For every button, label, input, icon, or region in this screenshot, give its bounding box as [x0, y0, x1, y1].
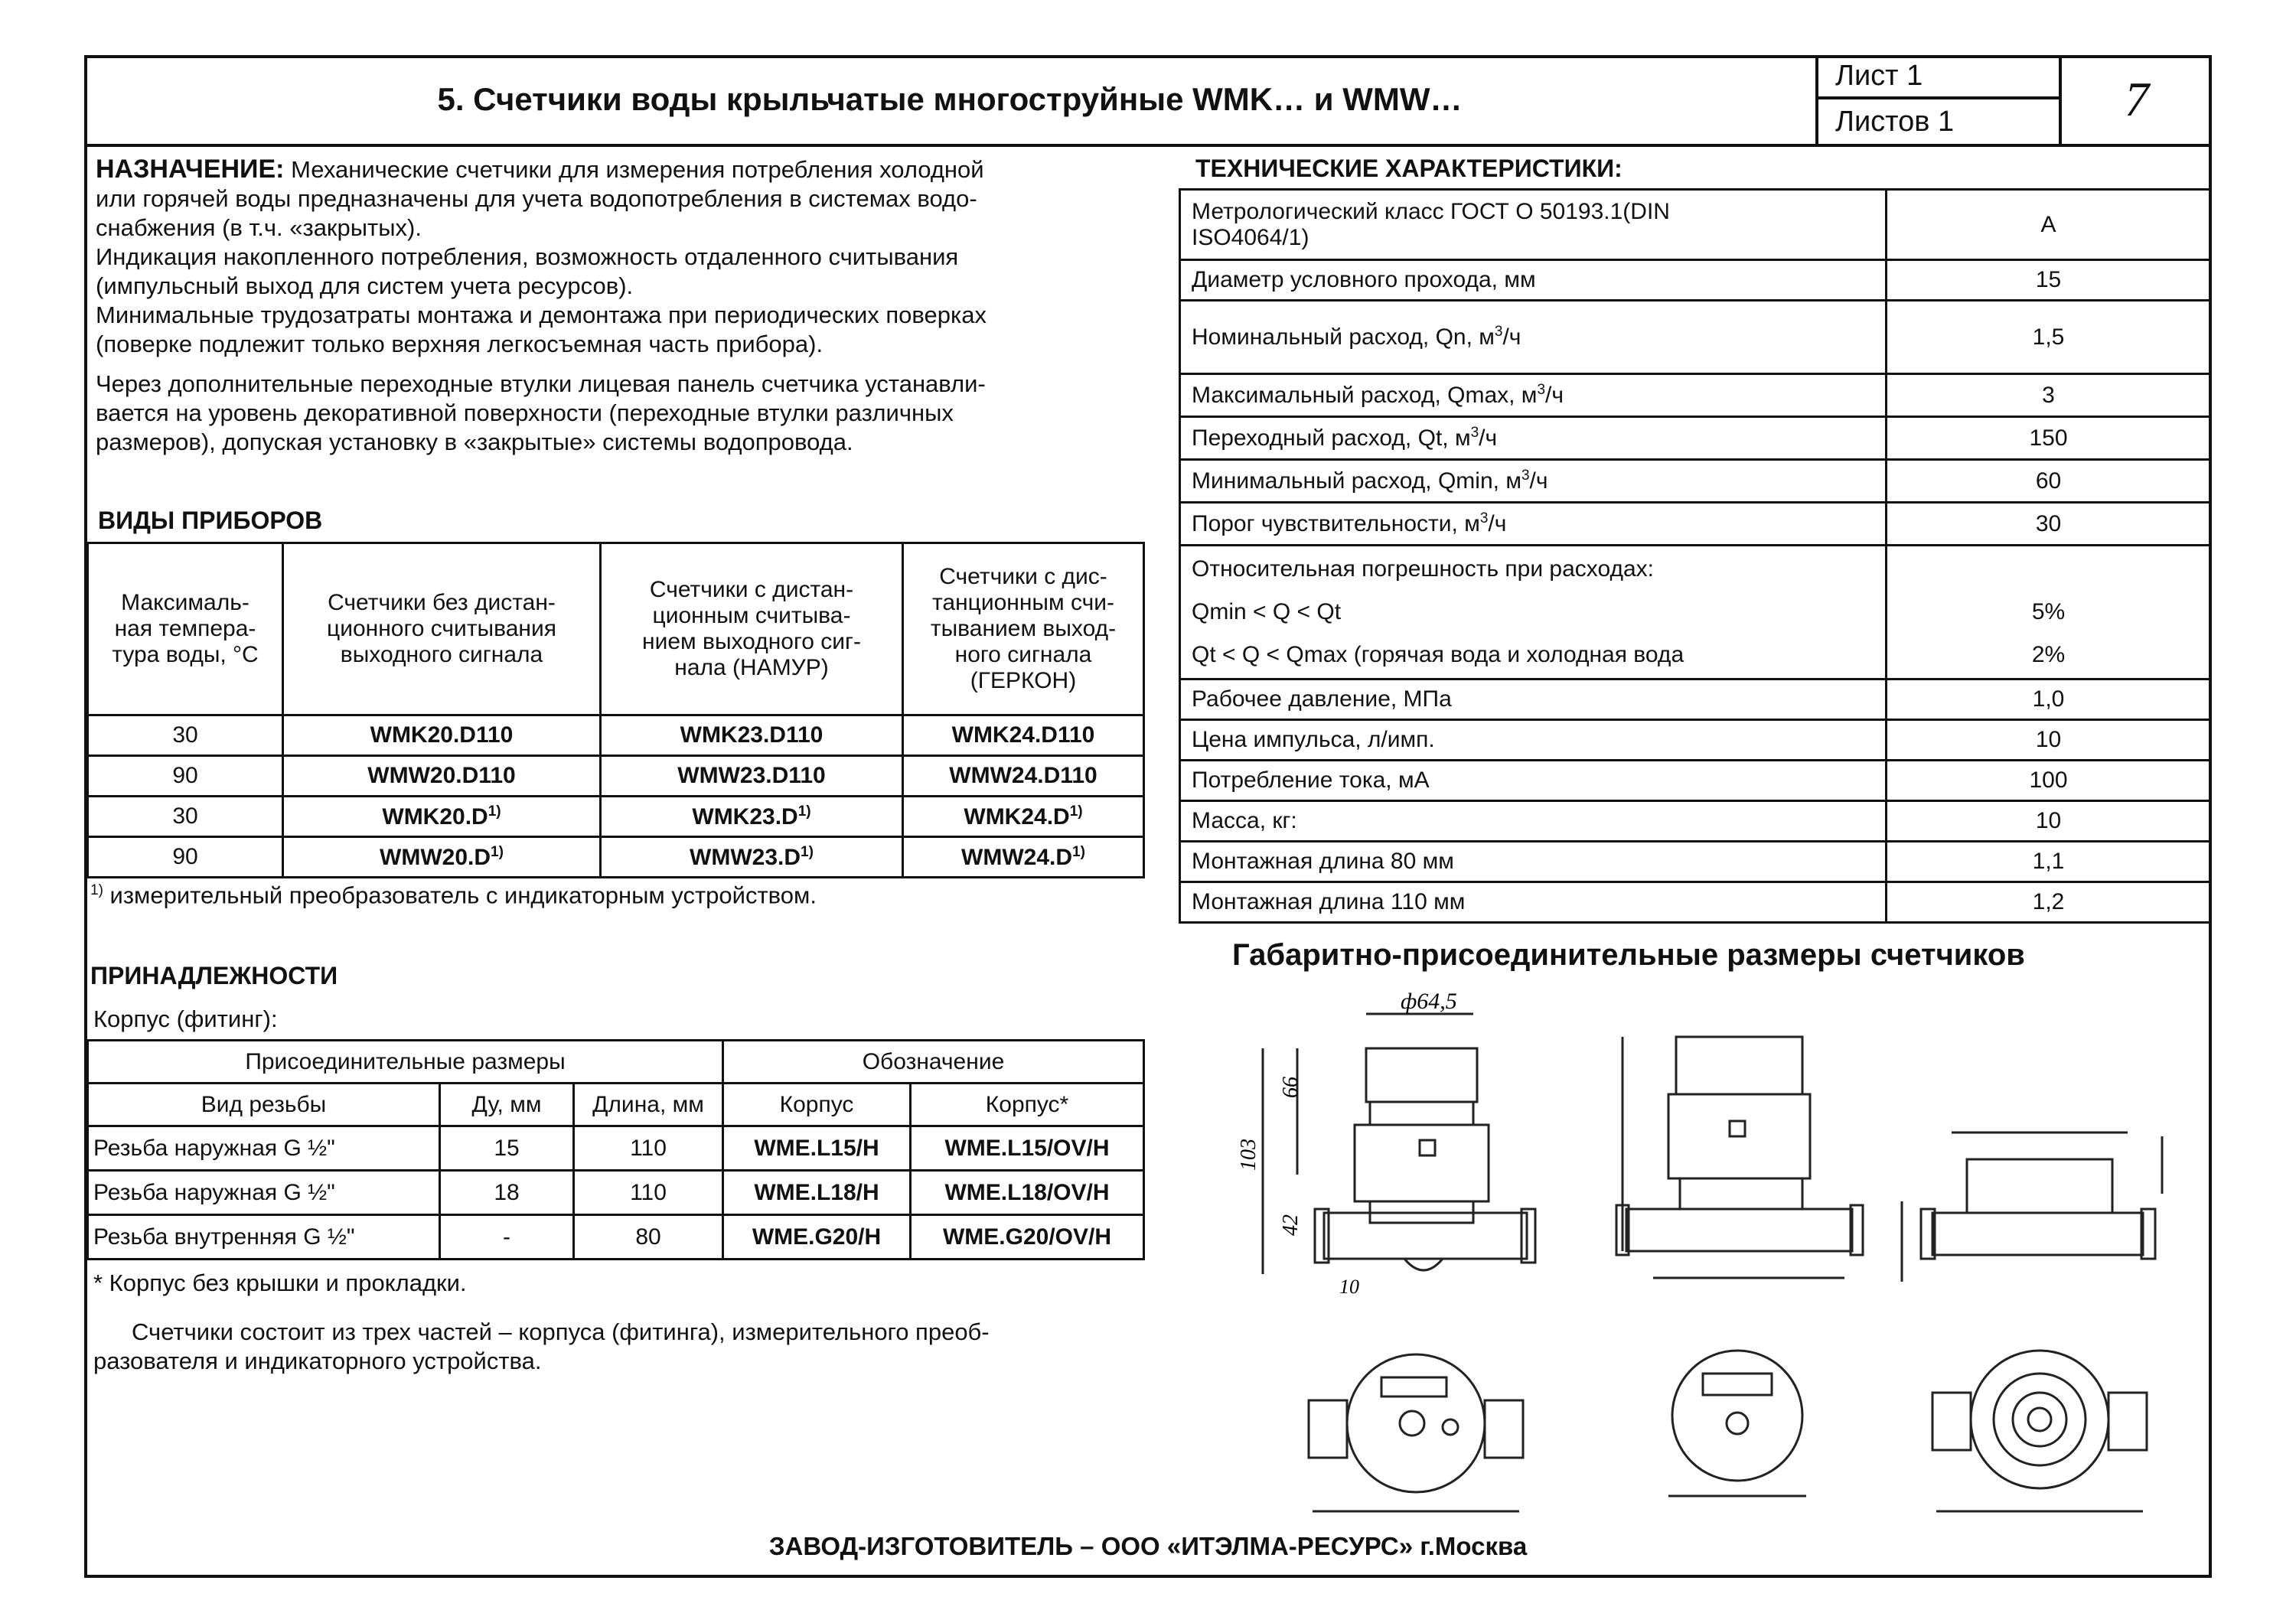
- table-row: 30 WMK20.D110 WMK23.D110 WMK24.D110: [88, 715, 1144, 756]
- meter-plan-view-1: [1309, 1354, 1523, 1511]
- purpose-line: Механические счетчики для измерения потребления холодной: [284, 156, 984, 183]
- specs-heading: ТЕХНИЧЕСКИЕ ХАРАКТЕРИСТИКИ:: [1195, 155, 1623, 182]
- spec-label: Монтажная длина 80 мм: [1180, 842, 1887, 882]
- accessories-group-designation: Обозначение: [723, 1041, 1144, 1084]
- purpose-line: снабжения (в т.ч. «закрытых).: [96, 214, 422, 241]
- dim-height: 103: [1237, 1139, 1261, 1171]
- spec-value: А: [1887, 190, 2211, 260]
- meter-right-view: [1902, 1133, 2162, 1282]
- dim-lower: 42: [1279, 1214, 1303, 1236]
- meter-plan-view-2: [1668, 1351, 1806, 1496]
- table-row: 90 $WMW20.D^{1)}$ $WMW23.D^{1)}$ $WMW24.D^{1)}$: [88, 837, 1144, 878]
- accessories-sub: Корпус (фитинг):: [93, 1005, 278, 1032]
- devices-header-gerkon: Счетчики с дис- танционным счи- тыванием выход- ного сигнала (ГЕРКОН): [903, 543, 1144, 715]
- spec-label: Диаметр условного прохода, мм: [1180, 260, 1887, 301]
- table-row: 30 $WMK20.D^{1)}$ $WMK23.D^{1)}$ $WMK24.D^{1)}$: [88, 797, 1144, 837]
- purpose-heading: НАЗНАЧЕНИЕ:: [96, 155, 285, 184]
- spec-value: 15: [1887, 260, 2211, 301]
- devices-header-namur: Счетчики с дистан- ционным считыва- нием выходного сиг- нала (НАМУР): [601, 543, 903, 715]
- sheet-label: Лист 1: [1818, 55, 2059, 99]
- spec-label: Цена импульса, л/имп.: [1180, 720, 1887, 761]
- accessories-group-dimensions: Присоединительные размеры: [88, 1041, 723, 1084]
- table-row: Резьба наружная G ½" 18 110 WME.L18/H WME.L18/OV/H: [88, 1171, 1144, 1215]
- meter-side-view: [1616, 1037, 1863, 1278]
- spec-value: 10: [1887, 801, 2211, 842]
- composition-text: Счетчики состоит из трех частей – корпуса (фитинга), измерительного преоб- разователя и индикаторного устройства.: [93, 1318, 990, 1374]
- table-row: Резьба наружная G ½" 15 110 WME.L15/H WME.L15/OV/H: [88, 1126, 1144, 1171]
- spec-value: 1,5: [1887, 301, 2211, 374]
- spec-value: 100: [1887, 761, 2211, 801]
- spec-label: Порог чувствительности, $м^3/ч$: [1180, 503, 1887, 546]
- dim-small: 10: [1339, 1276, 1359, 1298]
- dim-diameter: ф64,5: [1401, 989, 1457, 1014]
- specs-table: [1179, 188, 2212, 924]
- devices-table: [86, 542, 1145, 878]
- page-number: 7: [2059, 55, 2212, 147]
- footer-manufacturer: ЗАВОД-ИЗГОТОВИТЕЛЬ – ООО «ИТЭЛМА-РЕСУРС» г.Москва: [768, 1532, 1528, 1560]
- spec-label: Номинальный расход, Qn, $м^3/ч$: [1180, 301, 1887, 374]
- spec-label: Максимальный расход, Qmax, $м^3/ч$: [1180, 374, 1887, 417]
- spec-value: 60: [1887, 460, 2211, 503]
- accessories-heading: ПРИНАДЛЕЖНОСТИ: [90, 962, 338, 989]
- purpose-line: (импульсный выход для систем учета ресурсов).: [96, 272, 634, 299]
- dim-upper: 66: [1279, 1077, 1303, 1098]
- purpose-line: Индикация накопленного потребления, возможность отдаленного считывания: [96, 243, 959, 270]
- purpose-line: вается на уровень декоративной поверхности (переходные втулки различных: [96, 399, 954, 426]
- spec-value: 1,2: [1887, 882, 2211, 923]
- purpose-line: Минимальные трудозатраты монтажа и демонтажа при периодических поверках: [96, 301, 987, 328]
- spec-label: Минимальный расход, Qmin, $м^3/ч$: [1180, 460, 1887, 503]
- spec-value: 5% 2%: [1887, 546, 2211, 680]
- spec-value: 3: [1887, 374, 2211, 417]
- purpose-line: Через дополнительные переходные втулки лицевая панель счетчика устанавли-: [96, 370, 986, 397]
- table-row: 90 WMW20.D110 WMW23.D110 WMW24.D110: [88, 756, 1144, 797]
- spec-value: 1,1: [1887, 842, 2211, 882]
- purpose-line: или горячей воды предназначены для учета водопотребления в системах водо-: [96, 185, 977, 212]
- spec-value: 30: [1887, 503, 2211, 546]
- spec-value: 150: [1887, 417, 2211, 460]
- purpose-section: [96, 155, 1167, 457]
- spec-label: Переходный расход, Qt, $м^3/ч$: [1180, 417, 1887, 460]
- spec-value: 1,0: [1887, 680, 2211, 720]
- meter-front-view: [1237, 989, 1535, 1298]
- accessories-note: * Корпус без крышки и прокладки.: [93, 1269, 467, 1296]
- devices-header-temp: Максималь- ная темпера- тура воды, °С: [88, 543, 283, 715]
- spec-label: Масса, кг:: [1180, 801, 1887, 842]
- sheets-label: Листов 1: [1835, 105, 1955, 138]
- spec-label: Потребление тока, мА: [1180, 761, 1887, 801]
- table-row: Резьба внутренняя G ½" - 80 WME.G20/H WME.G20/OV/H: [88, 1215, 1144, 1260]
- drawing-title: Габаритно-присоединительные размеры счетчиков: [1232, 938, 2025, 972]
- meter-drawings: [1209, 987, 2204, 1538]
- spec-label: Метрологический класс ГОСТ О 50193.1(DIN ISO4064/1): [1180, 190, 1887, 260]
- devices-heading: ВИДЫ ПРИБОРОВ: [98, 507, 323, 534]
- purpose-line: (поверке подлежит только верхняя легкосъемная часть прибора).: [96, 331, 823, 357]
- meter-plan-view-3: [1932, 1351, 2147, 1511]
- devices-footnote: $^{1)}$ измерительный преобразователь с индикаторным устройством.: [90, 882, 817, 909]
- purpose-line: размеров), допуская установку в «закрытые» системы водопровода.: [96, 429, 853, 455]
- spec-value: 10: [1887, 720, 2211, 761]
- spec-label: Рабочее давление, МПа: [1180, 680, 1887, 720]
- accessories-table: Присоединительные размеры Обозначение Вид резьбы Ду, мм Длина, мм Корпус Корпус* Резьба наружная G ½" 15 110 WME.L15/H WME.L15/OV/H Резьба наружная G ½" 18 110 WME.L18/H WME.L18/OV/H Резьба внутренняя G ½" - 80 WME.G20/H WME.G20/OV/H: [86, 1039, 1145, 1260]
- page-title: 5. Счетчики воды крыльчатые многоструйные WMK… и WMW…: [84, 55, 1815, 147]
- devices-header-no-remote: Счетчики без дистан- ционного считывания выходного сигнала: [283, 543, 601, 715]
- spec-label: Относительная погрешность при расходах: Qmin < Q < Qt Qt < Q < Qmax (горячая вода и холодная вода: [1180, 546, 1887, 680]
- sheet-info: [1815, 55, 2059, 147]
- spec-label: Монтажная длина 110 мм: [1180, 882, 1887, 923]
